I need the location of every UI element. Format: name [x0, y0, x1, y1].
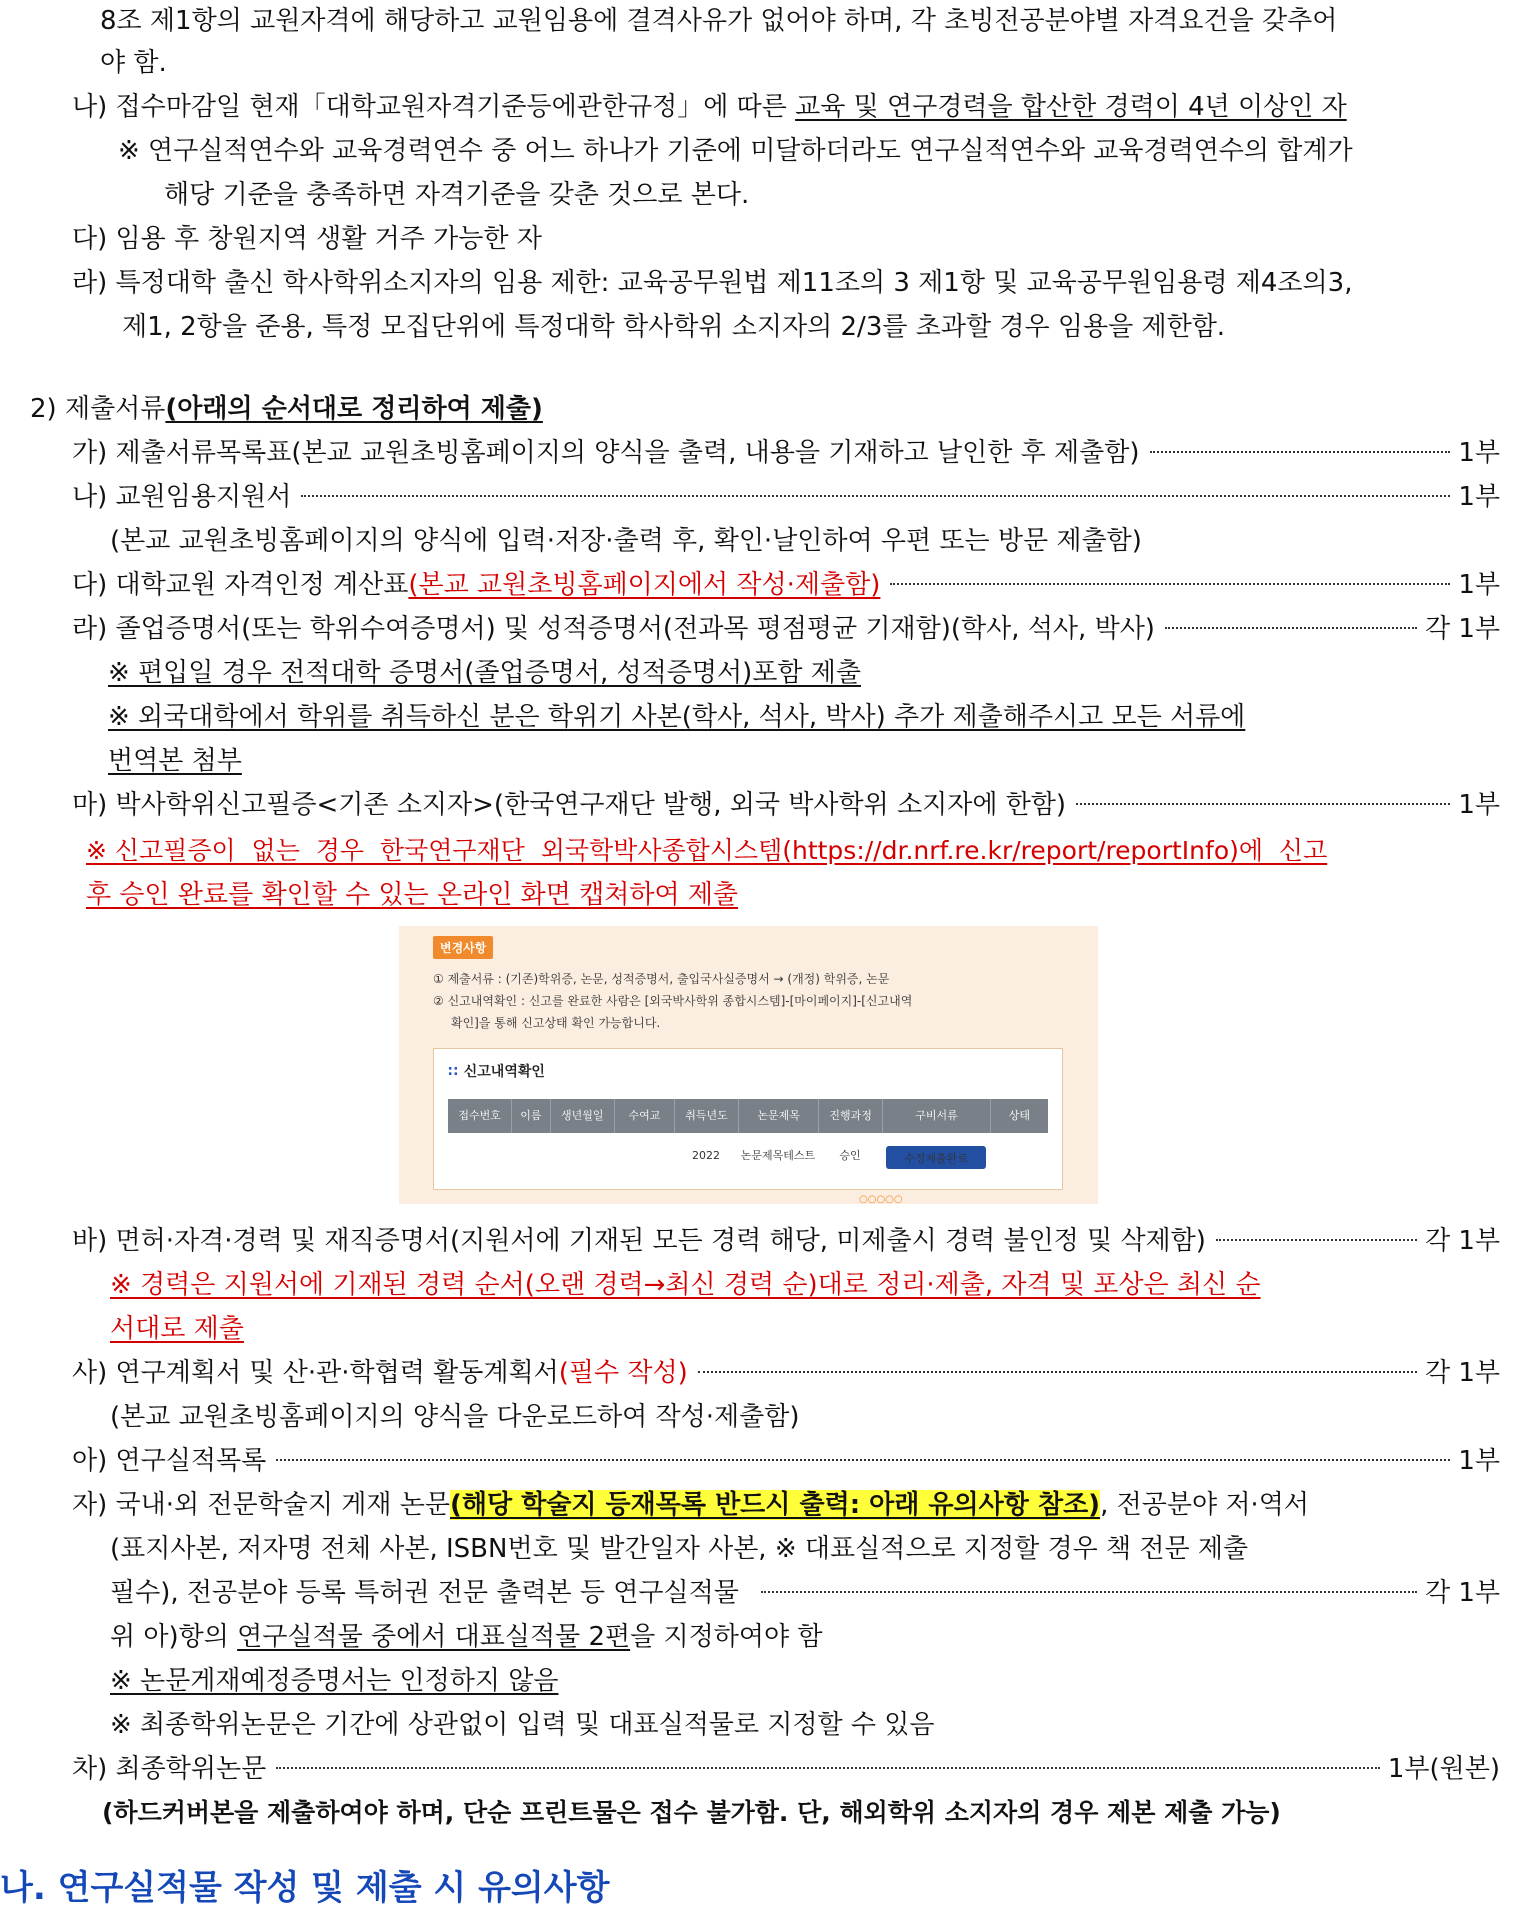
item-da [72, 568, 1500, 602]
note-line: ※ 논문게재예정증명서는 인정하지 않음 [110, 1666, 559, 1696]
table-cell [448, 1143, 512, 1169]
item-label: 마) [72, 790, 108, 820]
note-line: 번역본 첨부 [108, 746, 242, 776]
section-number: 2) [30, 394, 57, 424]
red-note-line: ※ 경력은 지원서에 기재된 경력 순서(오랜 경력→최신 경력 순)대로 정리·제출, 자격 및 포상은 최신 순 [110, 1270, 1261, 1300]
item-ja-quantity-line [110, 1576, 1500, 1610]
capture-line: ① 제출서류 : (기존)학위증, 논문, 성적증명서, 출입국사실증명서 → (개정) 학위증, 논문 [433, 972, 890, 986]
leader-dots [1150, 451, 1451, 453]
item-text: 교원임용지원서 [115, 482, 292, 512]
capture-image [399, 926, 1098, 1204]
item-subtext: (본교 교원초빙홈페이지의 양식을 다운로드하여 작성·제출함) [110, 1402, 800, 1432]
item-label: 아) [72, 1446, 108, 1476]
panel-title [448, 1061, 545, 1081]
item-quantity: 각 1부 [1424, 1226, 1500, 1256]
item-label: 나) [72, 482, 108, 512]
item-text: 제출서류목록표(본교 교원초빙홈페이지의 양식을 출력, 내용을 기재하고 날인한 후 제출함) [115, 438, 1140, 468]
text: 위 아)항의 [110, 1622, 238, 1652]
note-line: 해당 기준을 충족하면 자격기준을 갖춘 것으로 본다. [164, 180, 750, 210]
item-text: 면허·자격·경력 및 재직증명서(지원서에 기재된 모든 경력 해당, 미제출시 경력 불인정 및 삭제함) [115, 1226, 1206, 1256]
item-quantity: 1부(원본) [1387, 1754, 1500, 1784]
pager-dots: ○○○○○ [859, 1194, 903, 1204]
item-label: 라) [72, 268, 108, 298]
item-label: 차) [72, 1754, 108, 1784]
report-panel [433, 1048, 1063, 1190]
table-cell [986, 1143, 1044, 1169]
table-cell: 2022 [692, 1149, 720, 1162]
leader-dots [301, 495, 1450, 497]
item-quantity: 1부 [1458, 1446, 1500, 1476]
item-label: 다) [72, 224, 108, 254]
item-da-residence [72, 222, 1522, 256]
item-text: 필수), 전공분야 등록 특허권 전문 출력본 등 연구실적물 [110, 1578, 739, 1608]
red-note-line: ※ 신고필증이 없는 경우 한국연구재단 외국학박사종합시스템(https://dr.nrf.re.kr/report/reportInfo)에 신고 [86, 836, 1328, 865]
section-title [30, 392, 1522, 426]
text-line: 제1, 2항을 준용, 특정 모집단위에 특정대학 학사학위 소지자의 2/3를 초과할 경우 임용을 제한함. [122, 312, 1226, 342]
column-header: 상태 [1008, 1109, 1031, 1122]
note-line: ※ 편입일 경우 전적대학 증명서(졸업증명서, 성적증명서)포함 제출 [108, 658, 861, 688]
change-tag: 변경사항 [433, 936, 493, 959]
item-sa [72, 1356, 1500, 1390]
item-text: 박사학위신고필증<기존 소지자>(한국연구재단 발행, 외국 박사학위 소지자에 한함) [115, 790, 1067, 820]
capture-line: ② 신고내역확인 : 신고를 완료한 사람은 [외국박사학위 종합시스템]-[마이페이지]-[신고내역 [433, 994, 913, 1008]
item-label: 라) [72, 614, 108, 644]
list-icon: ∷ [448, 1064, 458, 1080]
item-quantity: 1부 [1458, 438, 1500, 468]
item-ra-restriction [72, 266, 1522, 300]
column-header: 수여교 [615, 1099, 675, 1133]
status-badge: 수정제출완료 [886, 1146, 986, 1169]
item-text: , 전공분야 저·역서 [1100, 1490, 1309, 1520]
item-quantity: 1부 [1458, 790, 1500, 820]
text-line: 야 함. [100, 48, 167, 78]
item-quantity: 1부 [1458, 570, 1500, 600]
section-heading: 나. 연구실적물 작성 및 제출 시 유의사항 [0, 1868, 610, 1908]
bold-note-line: (하드커버본을 제출하여야 하며, 단순 프린트물은 접수 불가함. 단, 해외학위 소지자의 경우 제본 제출 가능) [102, 1798, 1281, 1827]
text: 을 지정하여야 함 [630, 1622, 823, 1652]
item-ga [72, 436, 1500, 470]
leader-dots [1216, 1239, 1417, 1241]
section-title-emphasis: (아래의 순서대로 정리하여 제출) [165, 394, 543, 424]
column-header: 논문제목 [739, 1099, 819, 1133]
item-cha [72, 1752, 1500, 1786]
item-quantity: 각 1부 [1424, 614, 1500, 644]
item-label: 가) [72, 438, 108, 468]
item-text: 국내·외 전문학술지 게재 논문 [115, 1490, 450, 1520]
leader-dots [276, 1459, 1450, 1461]
item-quantity: 각 1부 [1424, 1578, 1500, 1608]
status-approved: 승인 [839, 1149, 861, 1162]
leader-dots [276, 1767, 1380, 1769]
underlined-text: 연구실적물 중에서 대표실적물 2편 [237, 1622, 631, 1652]
leader-dots [1165, 627, 1417, 629]
text: 특정대학 출신 학사학위소지자의 임용 제한: 교육공무원법 제11조의 3 제1항 및 교육공무원임용령 제4조의3, [115, 268, 1353, 298]
item-aa [72, 1444, 1500, 1478]
panel-title-text: 신고내역확인 [463, 1064, 545, 1080]
item-text: 최종학위논문 [115, 1754, 267, 1784]
item-label: 바) [72, 1226, 108, 1256]
text: 접수마감일 현재「대학교원자격기준등에관한규정」에 따른 [115, 92, 796, 122]
item-ba [72, 1224, 1500, 1258]
leader-dots [890, 583, 1450, 585]
column-header: 취득년도 [675, 1099, 739, 1133]
capture-line: 확인]을 통해 신고상태 확인 가능합니다. [451, 1016, 661, 1030]
table-cell [550, 1143, 614, 1169]
item-text: 졸업증명서(또는 학위수여증명서) 및 성적증명서(전과목 평점평균 기재함)(학사, 석사, 박사) [115, 614, 1155, 644]
item-text: 연구계획서 및 산·관·학협력 활동계획서 [115, 1358, 559, 1388]
table-cell [512, 1143, 550, 1169]
text-line: 8조 제1항의 교원자격에 해당하고 교원임용에 결격사유가 없어야 하며, 각 초빙전공분야별 자격요건을 갖추어 [100, 6, 1338, 36]
column-header: 진행과정 [819, 1099, 883, 1133]
item-label: 자) [72, 1490, 108, 1520]
item-ma [72, 788, 1500, 822]
leader-dots [1076, 803, 1450, 805]
text-line: (표지사본, 저자명 전체 사본, ISBN번호 및 발간일자 사본, ※ 대표실적으로 지정할 경우 책 전문 제출 [110, 1534, 1249, 1564]
column-header: 구비서류 [883, 1099, 991, 1133]
item-quantity: 각 1부 [1424, 1358, 1500, 1388]
section-title-text: 제출서류 [64, 394, 166, 424]
column-header: 이름 [512, 1099, 551, 1133]
item-quantity: 1부 [1458, 482, 1500, 512]
item-label: 사) [72, 1358, 108, 1388]
item-red-note: (필수 작성) [558, 1358, 688, 1388]
item-subtext: (본교 교원초빙홈페이지의 양식에 입력·저장·출력 후, 확인·날인하여 우편 또는 방문 제출함) [110, 526, 1142, 556]
leader-dots [761, 1591, 1417, 1593]
note-line: ※ 연구실적연수와 교육경력연수 중 어느 하나가 기준에 미달하더라도 연구실적연수와 교육경력연수의 합계가 [118, 136, 1353, 166]
item-na [72, 480, 1500, 514]
item-text: 연구실적목록 [115, 1446, 267, 1476]
column-header: 생년월일 [551, 1099, 615, 1133]
underlined-text: 교육 및 연구경력을 합산한 경력이 4년 이상인 자 [795, 92, 1347, 122]
text-line [110, 1620, 1522, 1654]
table-row [448, 1143, 1048, 1169]
leader-dots [698, 1371, 1417, 1373]
highlighted-note: (해당 학술지 등재목록 반드시 출력: 아래 유의사항 참조) [449, 1490, 1101, 1520]
column-header: 접수번호 [448, 1099, 512, 1133]
table-cell: 논문제목테스트 [740, 1149, 816, 1162]
item-label: 다) [72, 570, 108, 600]
red-note-line: 서대로 제출 [110, 1314, 244, 1344]
item-label: 나) [72, 92, 108, 122]
table-cell [614, 1143, 674, 1169]
item-text: 대학교원 자격인정 계산표 [115, 570, 409, 600]
note-line: ※ 최종학위논문은 기간에 상관없이 입력 및 대표실적물로 지정할 수 있음 [110, 1710, 935, 1740]
table-header [448, 1099, 1048, 1133]
red-note-line: 후 승인 완료를 확인할 수 있는 온라인 화면 캡쳐하여 제출 [86, 880, 739, 910]
text: 임용 후 창원지역 생활 거주 가능한 자 [115, 224, 542, 254]
item-ra [72, 612, 1500, 646]
item-red-note: (본교 교원초빙홈페이지에서 작성·제출함) [408, 570, 881, 600]
item-ja [72, 1488, 1522, 1522]
note-line: ※ 외국대학에서 학위를 취득하신 분은 학위기 사본(학사, 석사, 박사) 추가 제출해주시고 모든 서류에 [108, 702, 1246, 732]
item-na-qualification [72, 90, 1522, 124]
